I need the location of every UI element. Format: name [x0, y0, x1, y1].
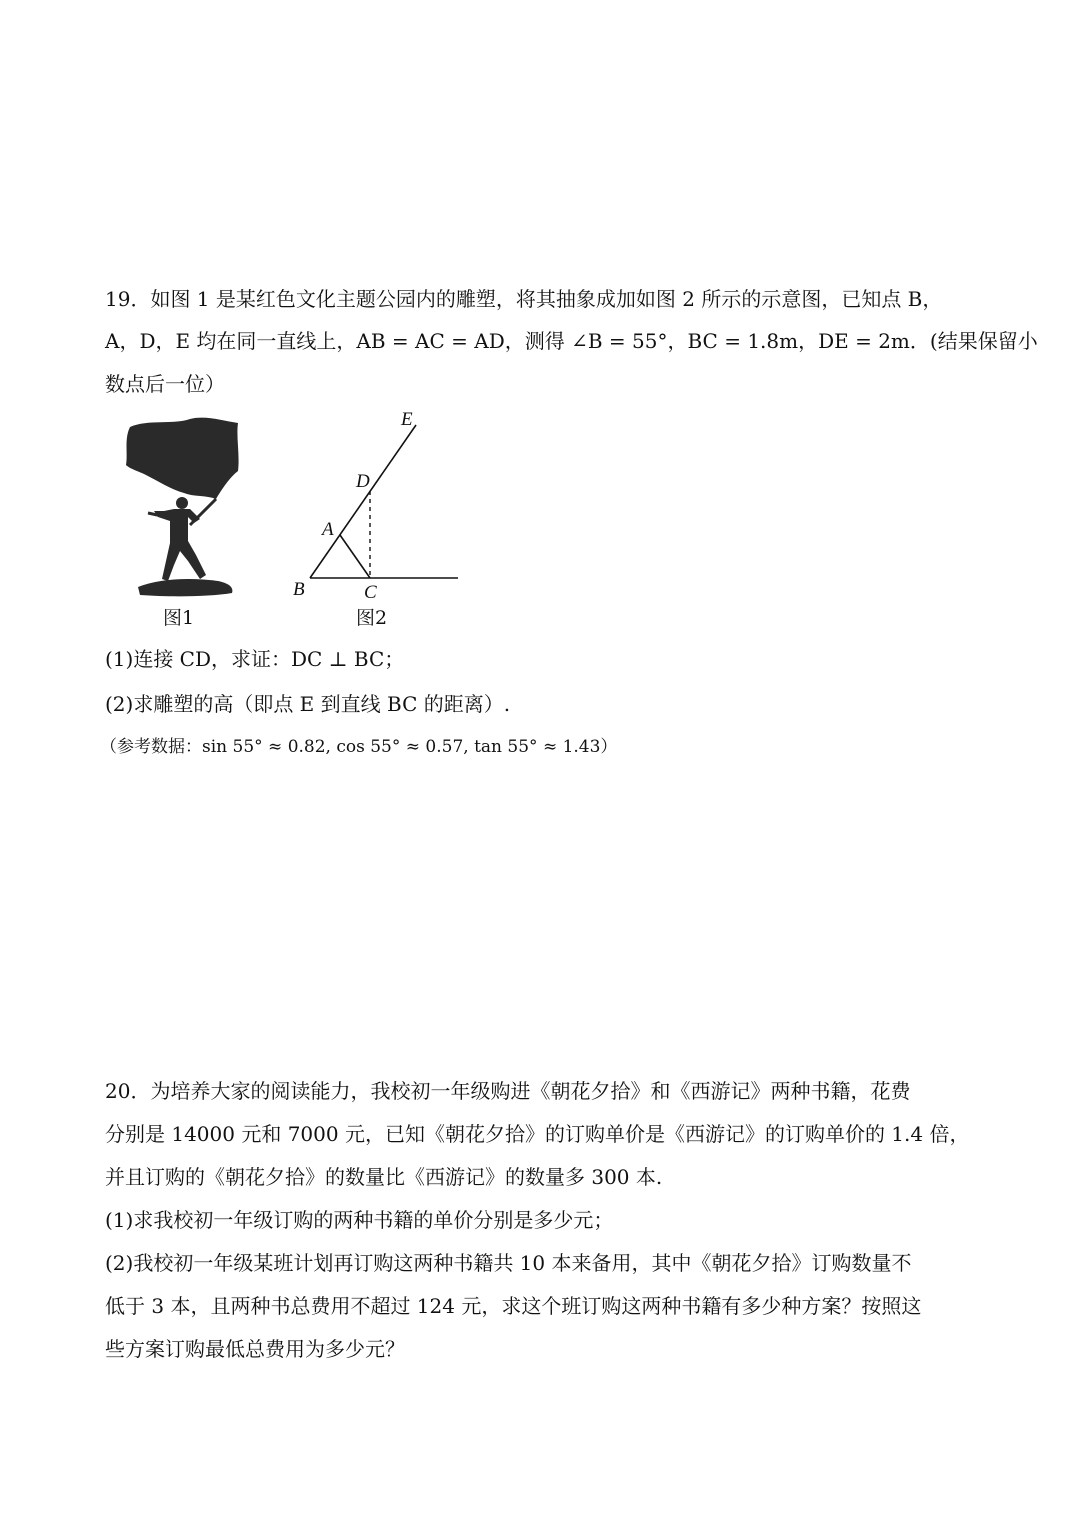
- q20-part-2-line-3: 些方案订购最低总费用为多少元？: [105, 1337, 405, 1361]
- geometry-diagram-figure-2: [280, 405, 470, 605]
- line-b-e: [310, 425, 416, 578]
- point-label-c: C: [364, 582, 377, 603]
- statue-base: [138, 579, 232, 596]
- q20-part-2-line-1: (2)我校初一年级某班计划再订购这两种书籍共 10 本来备用，其中《朝花夕拾》订购数量不: [105, 1251, 912, 1275]
- statue-silhouette-figure: [118, 415, 248, 600]
- segment-a-c: [340, 535, 370, 578]
- flag-shape: [126, 418, 239, 499]
- q19-line-1: 19．如图 1 是某红色文化主题公园内的雕塑，将其抽象成加如图 2 所示的示意图，已知点 B，: [105, 287, 943, 311]
- q19-line-2: A，D，E 均在同一直线上，AB = AC = AD，测得 ∠B = 55°，BC = 1.8m，DE = 2m．(结果保留小: [105, 329, 1038, 353]
- q20-line-2: 分别是 14000 元和 7000 元，已知《朝花夕拾》的订购单价是《西游记》的订购单价的 1.4 倍，: [105, 1122, 970, 1146]
- q20-line-3: 并且订购的《朝花夕拾》的数量比《西游记》的数量多 300 本.: [105, 1165, 663, 1189]
- q20-line-1: 20．为培养大家的阅读能力，我校初一年级购进《朝花夕拾》和《西游记》两种书籍，花费: [105, 1079, 911, 1103]
- q20-part-1: (1)求我校初一年级订购的两种书籍的单价分别是多少元；: [105, 1208, 614, 1232]
- q19-reference-data: （参考数据：sin 55° ≈ 0.82, cos 55° ≈ 0.57, tan 55° ≈ 1.43）: [100, 737, 618, 757]
- q19-part-1: (1)连接 CD，求证：DC ⊥ BC；: [105, 647, 405, 671]
- point-label-d: D: [356, 471, 370, 492]
- q19-part-2: (2)求雕塑的高（即点 E 到直线 BC 的距离）.: [105, 692, 511, 716]
- soldier-body: [154, 509, 206, 581]
- point-label-b: B: [293, 579, 305, 600]
- figure-1-caption: 图1: [163, 607, 195, 629]
- figure-2-caption: 图2: [356, 607, 388, 629]
- q20-part-2-line-2: 低于 3 本，且两种书总费用不超过 124 元，求这个班订购这两种书籍有多少种方案？按照这: [105, 1294, 922, 1318]
- point-label-e: E: [401, 409, 413, 430]
- point-label-a: A: [322, 519, 334, 540]
- q19-line-3: 数点后一位）: [105, 372, 225, 396]
